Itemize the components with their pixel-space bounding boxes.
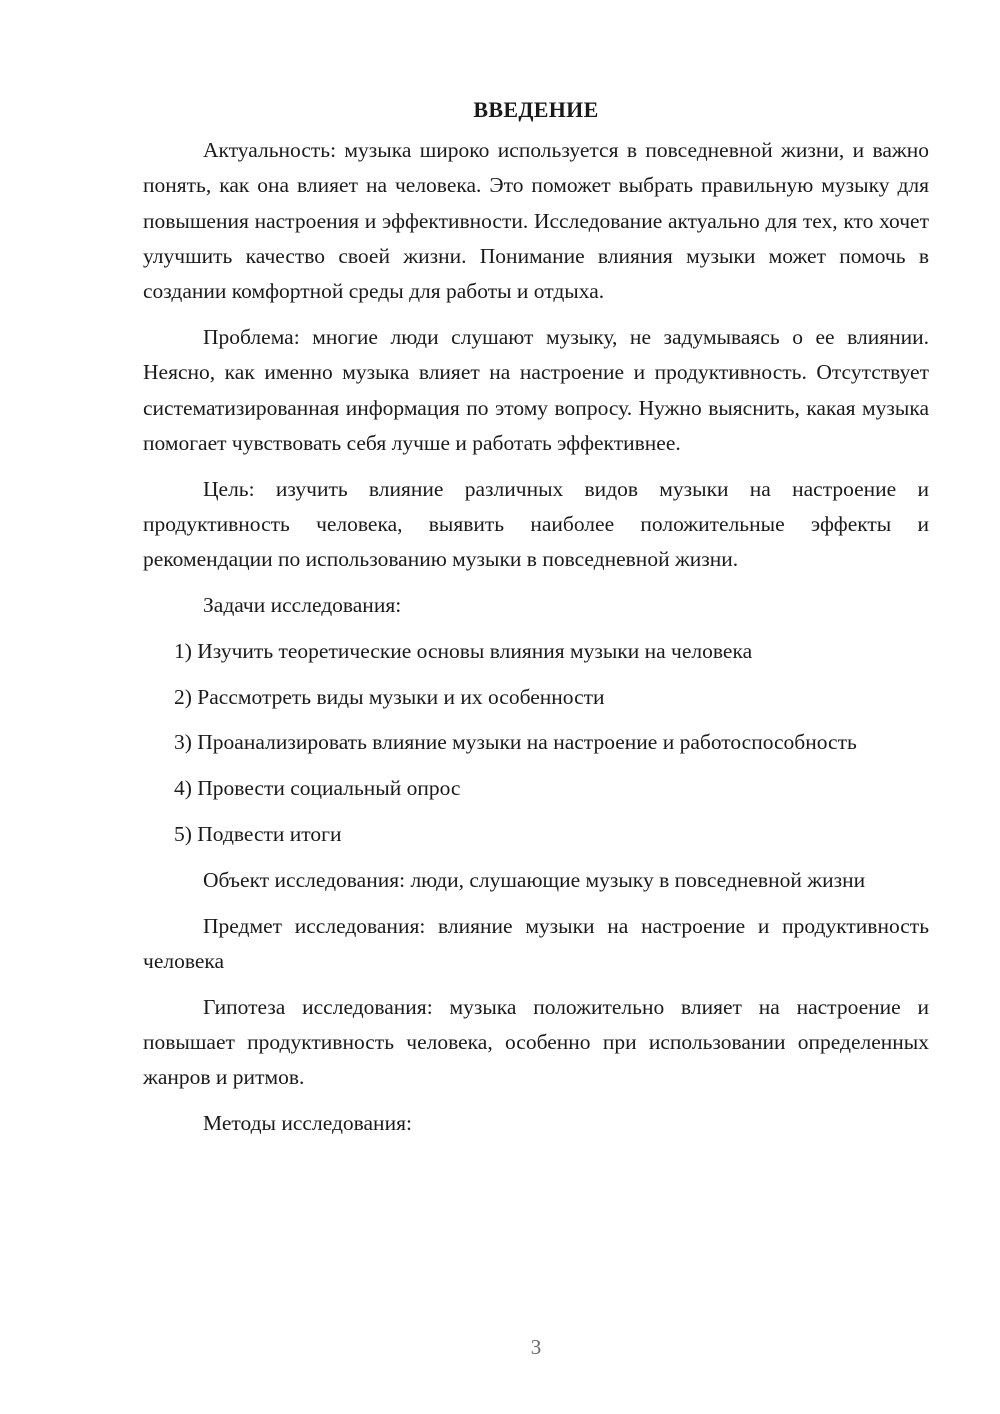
task-item: 1) Изучить теоретические основы влияния музыки на человека	[174, 638, 753, 663]
paragraph-object: Объект исследования: люди, слушающие музыку в повседневной жизни	[203, 867, 866, 892]
task-item: 5) Подвести итоги	[174, 822, 342, 847]
paragraph-problem: Проблема: многие люди слушают музыку, не задумываясь о ее влиянии. Неясно, как именно музыка влияет на настроение и продуктивность. Отсутствует систематизированная информация по этому вопросу. Нужно выяснить, какая музыка помогает чувствовать себя лучше и работать эффективнее.	[143, 324, 929, 455]
task-item: 3) Проанализировать влияние музыки на настроение и работоспособность	[174, 730, 857, 755]
task-item: 2) Рассмотреть виды музыки и их особенности	[174, 684, 605, 709]
document-page	[143, 92, 929, 1152]
page-number: 3	[530, 1335, 542, 1359]
paragraph-tasks-heading: Задачи исследования:	[203, 593, 402, 618]
paragraph-relevance: Актуальность: музыка широко используется в повседневной жизни, и важно понять, как она влияет на человека. Это поможет выбрать правильную музыку для повышения настроения и эффективности. Исследование актуально для тех, кто хочет улучшить качество своей жизни. Понимание влияния музыки может помочь в создании комфортной среды для работы и отдыха.	[143, 138, 929, 304]
task-item: 4) Провести социальный опрос	[174, 776, 461, 801]
paragraph-hypothesis: Гипотеза исследования: музыка положительно влияет на настроение и повышает продуктивность человека, особенно при использовании определенных жанров и ритмов.	[143, 994, 929, 1090]
page-title: ВВЕДЕНИЕ	[473, 97, 599, 122]
paragraph-methods-heading: Методы исследования:	[203, 1111, 412, 1136]
paragraph-goal: Цель: изучить влияние различных видов музыки на настроение и продуктивность человека, выявить наиболее положительные эффекты и рекомендации по использованию музыки в повседневной жизни.	[143, 476, 929, 572]
paragraph-subject: Предмет исследования: влияние музыки на настроение и продуктивность человека	[143, 913, 929, 973]
